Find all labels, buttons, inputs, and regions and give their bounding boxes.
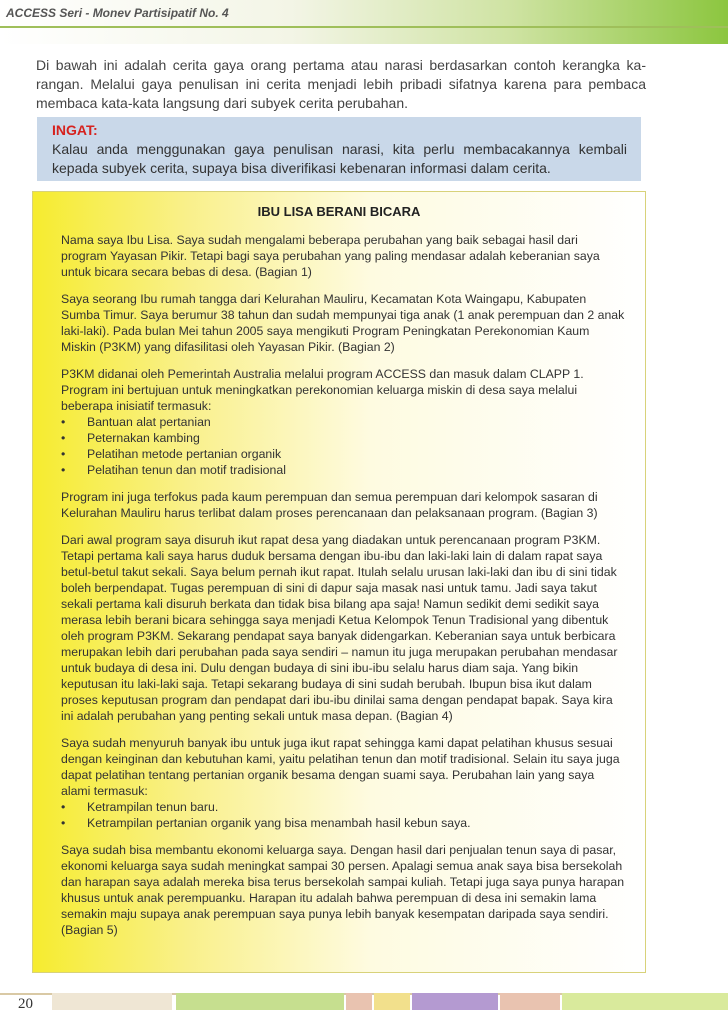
reminder-text: Kalau anda menggunakan gaya penulisan narasi, kita perlu membacakannya kembali kepada subyek cerita, supaya bisa diverifikasi kebenaran informasi dalam cerita. [52,141,627,176]
story-title: IBU LISA BERANI BICARA [257,204,421,219]
story-paragraph-2: Saya seorang Ibu rumah tangga dari Kelurahan Mauliru, Kecamatan Kota Waingapu, Kabupaten Sumba Timur. Saya berumur 38 tahun dan sudah mempunyai tiga anak (1 anak perempuan dan 2 anak laki-laki). Pada bulan Mei tahun 2005 saya mengikuti Program Peningkatan Perekonomian Kaum Miskin (P3KM) yang difasilitasi oleh Yayasan Pikir. (Bagian 2) [61,292,625,354]
story-body [61,232,626,949]
page-number: 20 [18,996,33,1012]
footer-color-bar [176,993,344,1010]
series-title: ACCESS Seri - Monev Partisipatif No. 4 [6,6,229,20]
footer-color-bar [346,993,372,1010]
reminder-box [37,117,641,181]
bullet-icon: • [61,415,66,429]
story-paragraph-3: P3KM didanai oleh Pemerintah Australia melalui program ACCESS dan masuk dalam CLAPP 1. Program ini bertujuan untuk meningkatkan perekonomian keluarga miskin di desa saya melalui beberapa inisiatif termasuk: [61,367,584,413]
story-paragraph-4: Program ini juga terfokus pada kaum perempuan dan semua perempuan dari kelompok sasaran di Kelurahan Mauliru harus terlibat dalam proses perencanaan dan pelaksanaan program. (Bagian 3) [61,490,598,520]
intro-paragraph: Di bawah ini adalah cerita gaya orang pertama atau narasi berdasarkan contoh kerangka ka-rangan. Melalui gaya penulisan ini cerita menjadi lebih pribadi sifatnya karena para pembaca membaca kata-kata langsung dari subyek cerita perubahan. [36,57,646,111]
bullet-icon: • [61,800,66,814]
header-divider [0,26,728,28]
list-item: • Ketrampilan tenun baru. [61,800,219,814]
footer-color-bar [52,993,172,1010]
list-item: • Peternakan kambing [61,431,200,445]
list-item: • Bantuan alat pertanian [61,415,211,429]
story-paragraph-6: Saya sudah menyuruh banyak ibu untuk juga ikut rapat sehingga kami dapat pelatihan khusus sesuai dengan keinginan dan kebutuhan kami, yaitu pelatihan tenun dan motif tradisional. Selain itu saya juga dapat pelatihan tentang pertanian organik besama dengan suami saya. Perubahan lain yang saya alami termasuk: [61,736,620,798]
story-box [32,191,646,973]
bullet-icon: • [61,431,66,445]
list-item: • Pelatihan metode pertanian organik [61,447,282,461]
footer-color-bar [374,993,410,1010]
footer-color-bar [500,993,560,1010]
list-item: • Pelatihan tenun dan motif tradisional [61,463,286,477]
story-paragraph-7: Saya sudah bisa membantu ekonomi keluarga saya. Dengan hasil dari penjualan tenun saya di pasar, ekonomi keluarga saya sudah meningkat sampai 30 persen. Apalagi semua anak saya bisa bersekolah dan harapan saya adalah mereka bisa terus bersekolah sampai kuliah. Tetapi juga saya punya harapan khusus untuk anak perempuanku. Harapan itu adalah bahwa perempuan di desa ini semakin lama semakin maju supaya anak perempuan saya punya lebih banyak kesempatan daripada saya sendiri. (Bagian 5) [61,843,625,937]
bullet-icon: • [61,447,66,461]
footer-color-bar [412,993,498,1010]
initiatives-list [61,414,626,478]
changes-list [61,799,626,831]
bullet-icon: • [61,463,66,477]
list-item: • Ketrampilan pertanian organik yang bisa menambah hasil kebun saya. [61,816,471,830]
story-paragraph-5: Dari awal program saya disuruh ikut rapat desa yang diadakan untuk perencanaan program P3KM. Tetapi pertama kali saya harus duduk bersama dengan ibu-ibu dan laki-laki lain di dalam rapat saya betul-betul takut sekali. Saya belum pernah ikut rapat. Itulah selalu urusan laki-laki dan ibu di sini tidak boleh berpendapat. Tugas perempuan di sini di dapur saja masak nasi untuk tamu. Jadi saya takut sekali pertama kali disuruh berkata dan tidak bisa bilang apa saja! Namun sedikit demi sedikit saya merasa lebih berani bicara sehingga saya menjadi Ketua Kelompok Tenun Tradisional yang dibentuk oleh program P3KM. Sekarang pendapat saya banyak didengarkan. Keberanian saya untuk berbicara merupakan lebih dari perubahan pada saya sendiri – namun itu juga merupakan perubahan mendasar untuk budaya di desa ini. Dulu dengan budaya di sini ibu-ibu selalu harus diam saja. Yang bikin keputusan itu laki-laki saja. Tetapi sekarang budaya di sini sudah berubah. Ibupun bisa ikut dalam proses keputusan program dan pendapat dari ibu-ibu dinilai sama dengan pendapat bapak. Saya kira ini adalah perubahan yang penting sekali untuk masa depan. (Bagian 4) [61,533,618,723]
bullet-icon: • [61,816,66,830]
footer-color-bar [562,993,728,1010]
story-paragraph-1: Nama saya Ibu Lisa. Saya sudah mengalami beberapa perubahan yang baik sebagai hasil dari program Yayasan Pikir. Tetapi bagi saya perubahan yang paling mendasar adalah keberanian saya untuk bicara secara bebas di desa. (Bagian 1) [61,233,600,279]
reminder-title: INGAT: [52,122,98,138]
